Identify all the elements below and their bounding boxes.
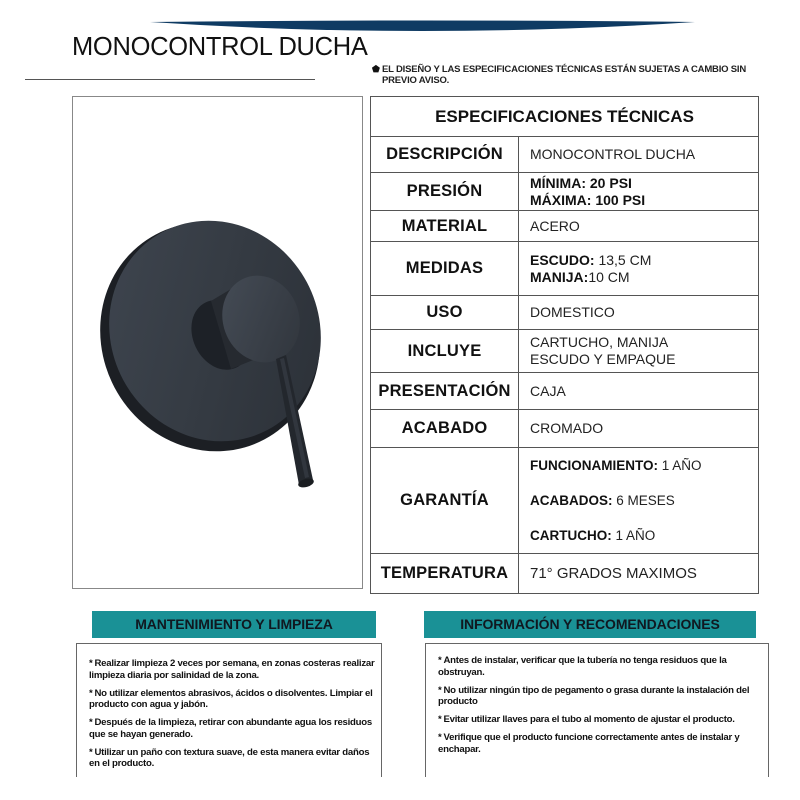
maintenance-list	[77, 644, 381, 770]
spec-label: ACABADO	[371, 410, 519, 448]
spec-label: MEDIDAS	[371, 242, 519, 296]
spec-line: ESCUDO Y EMPAQUE	[530, 351, 676, 367]
list-item-text: Antes de instalar, verificar que la tubería no tenga residuos que la obstruyan.	[438, 655, 727, 678]
product-image-frame	[72, 96, 363, 589]
spec-value	[519, 173, 759, 211]
disclaimer-text: EL DISEÑO Y LAS ESPECIFICACIONES TÉCNICAS ESTÁN SUJETAS A CAMBIO SIN PREVIO AVISO.	[382, 64, 746, 86]
spec-value: MONOCONTROL DUCHA	[519, 137, 759, 173]
spec-row-medidas	[371, 242, 759, 296]
list-item	[438, 714, 768, 726]
list-item	[438, 732, 768, 755]
spec-label: USO	[371, 296, 519, 330]
spec-label: INCLUYE	[371, 330, 519, 373]
spec-table-title: ESPECIFICACIONES TÉCNICAS	[371, 97, 759, 137]
spec-value	[519, 448, 759, 554]
spec-key: CARTUCHO:	[530, 528, 612, 543]
spec-val: 1 AÑO	[611, 528, 656, 543]
specifications-table	[370, 96, 759, 594]
spec-row-presentacion	[371, 373, 759, 410]
spec-label: TEMPERATURA	[371, 554, 519, 594]
swoosh-shape	[150, 21, 695, 32]
spec-value	[519, 242, 759, 296]
list-item	[438, 655, 768, 678]
maintenance-header: MANTENIMIENTO Y LIMPIEZA	[92, 611, 376, 638]
spec-value: ACERO	[519, 211, 759, 242]
spec-key: ACABADOS:	[530, 493, 613, 508]
asterisk-bullet-icon: *	[89, 746, 93, 758]
spec-val: 20 PSI	[586, 174, 632, 191]
spec-row-garantia	[371, 448, 759, 554]
list-item	[89, 688, 381, 711]
asterisk-bullet-icon: *	[89, 687, 93, 699]
spec-row-presion	[371, 173, 759, 211]
spec-val: 10 CM	[588, 268, 630, 285]
spec-line: CARTUCHO, MANIJA	[530, 334, 669, 350]
spec-label: DESCRIPCIÓN	[371, 137, 519, 173]
spec-row-acabado	[371, 410, 759, 448]
list-item	[89, 717, 381, 740]
asterisk-bullet-icon: *	[89, 658, 93, 669]
pentagon-bullet-icon: ⬟	[372, 64, 380, 74]
page-title: MONOCONTROL DUCHA	[72, 31, 368, 61]
recommendations-box	[425, 643, 769, 777]
list-item-text: Después de la limpieza, retirar con abundante agua los residuos que se hayan generado.	[89, 717, 372, 740]
spec-label: GARANTÍA	[371, 448, 519, 554]
title-divider	[25, 79, 315, 80]
spec-val: 100 PSI	[591, 191, 646, 208]
spec-label: PRESIÓN	[371, 173, 519, 211]
spec-label: MATERIAL	[371, 211, 519, 242]
disclaimer-notice	[372, 64, 772, 86]
spec-key: MÁXIMA:	[530, 191, 592, 208]
asterisk-bullet-icon: *	[438, 684, 442, 696]
maintenance-box	[76, 643, 382, 777]
spec-row-material	[371, 211, 759, 242]
list-item-text: Verifique que el producto funcione correctamente antes de instalar y enchapar.	[438, 732, 740, 755]
spec-val: 13,5 CM	[594, 251, 652, 268]
recommendations-list	[426, 644, 768, 755]
list-item	[89, 747, 381, 770]
list-item-text: No utilizar ningún tipo de pegamento o grasa durante la instalación del producto	[438, 684, 750, 707]
spec-value: DOMESTICO	[519, 296, 759, 330]
spec-row-uso	[371, 296, 759, 330]
asterisk-bullet-icon: *	[438, 732, 442, 743]
list-item-text: No utilizar elementos abrasivos, ácidos o disolventes. Limpiar el producto con agua y jabón.	[89, 687, 373, 710]
spec-value: CAJA	[519, 373, 759, 410]
asterisk-bullet-icon: *	[438, 714, 442, 725]
spec-key: ESCUDO:	[530, 251, 595, 268]
spec-key: MANIJA:	[530, 268, 589, 285]
spec-value	[519, 330, 759, 373]
spec-key: MÍNIMA:	[530, 174, 586, 191]
recommendations-header: INFORMACIÓN Y RECOMENDACIONES	[424, 611, 756, 638]
asterisk-bullet-icon: *	[89, 717, 93, 728]
list-item-text: Realizar limpieza 2 veces por semana, en zonas costeras realizar limpieza diaria por salinidad de la zona.	[89, 658, 375, 681]
spec-row-incluye	[371, 330, 759, 373]
spec-key: FUNCIONAMIENTO:	[530, 458, 658, 473]
spec-val: 1 AÑO	[658, 458, 702, 473]
list-item	[89, 658, 381, 681]
list-item	[438, 685, 768, 708]
list-item-text: Utilizar un paño con textura suave, de esta manera evitar daños en el producto.	[89, 746, 370, 769]
asterisk-bullet-icon: *	[438, 655, 442, 666]
shower-mixer-illustration	[73, 97, 362, 588]
spec-label: PRESENTACIÓN	[371, 373, 519, 410]
spec-val: 6 MESES	[612, 493, 675, 508]
list-item-text: Evitar utilizar llaves para el tubo al momento de ajustar el producto.	[443, 714, 735, 725]
spec-row-temperatura	[371, 554, 759, 594]
spec-value: 71° GRADOS MAXIMOS	[519, 554, 759, 594]
spec-value: CROMADO	[519, 410, 759, 448]
spec-row-descripcion	[371, 137, 759, 173]
